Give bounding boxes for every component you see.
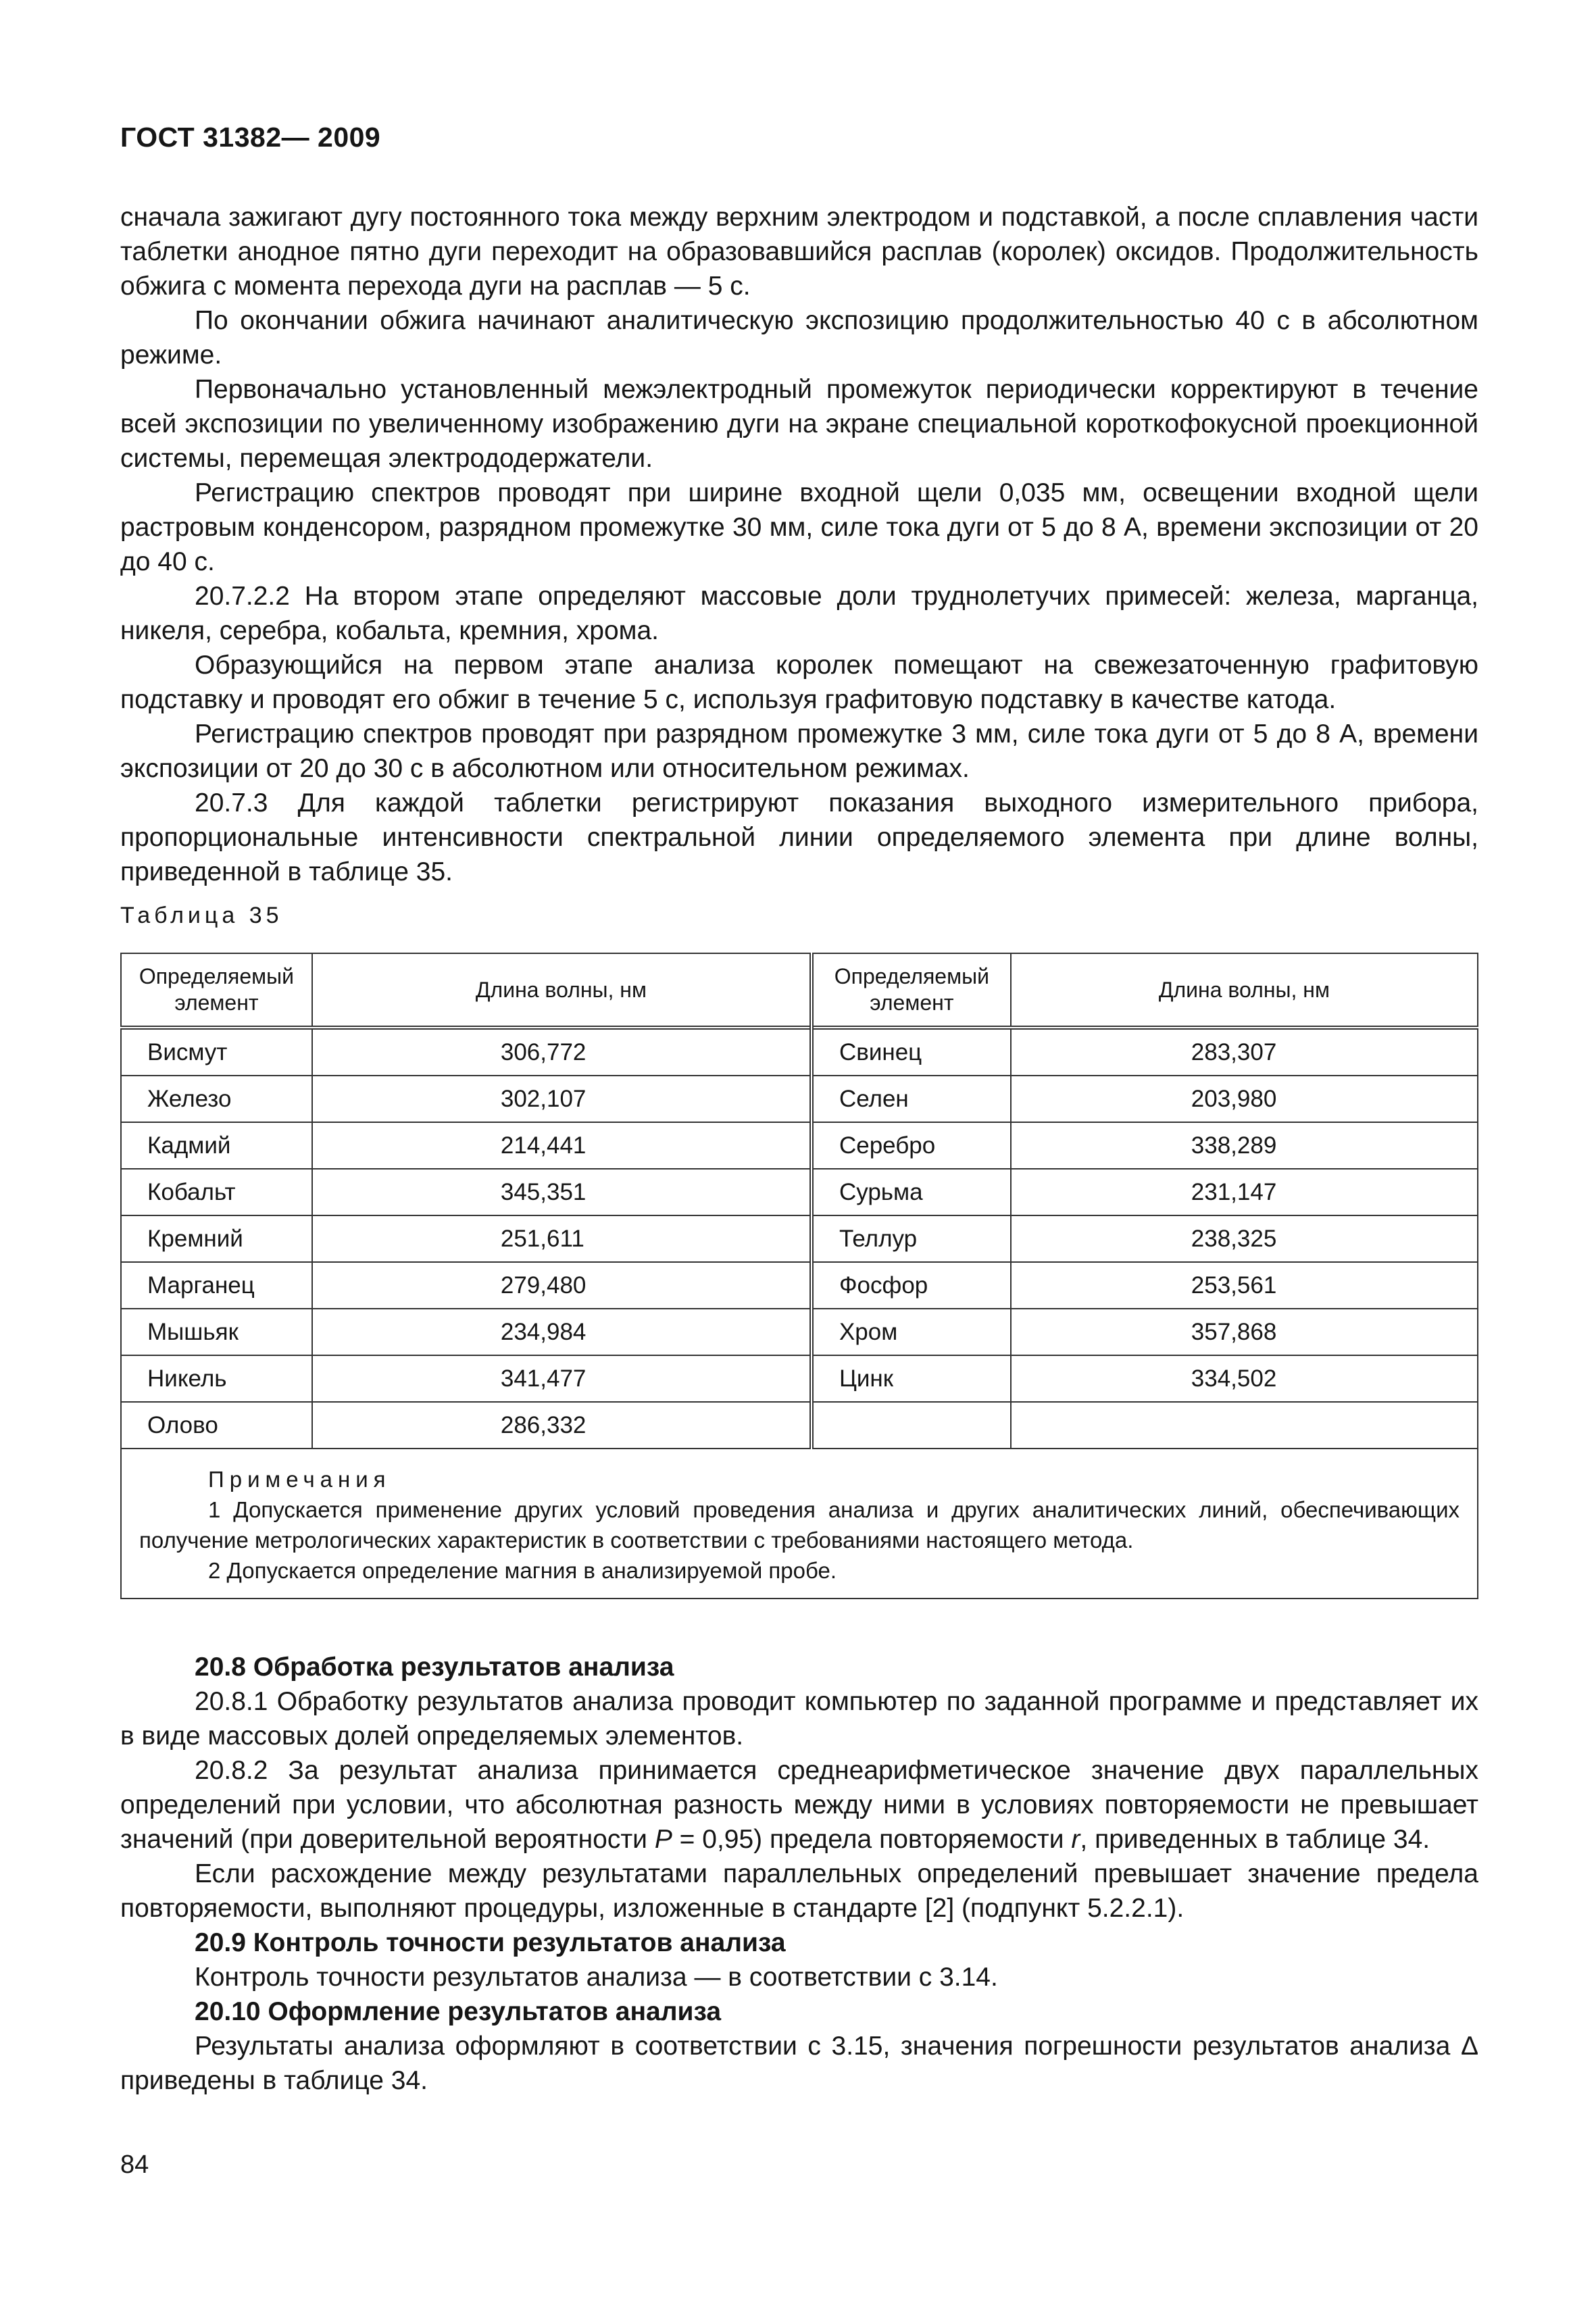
wavelength-cell: 283,307 [1011,1028,1478,1076]
element-cell: Кремний [121,1215,312,1262]
table-header-row [121,953,1478,1028]
wavelength-cell: 231,147 [1011,1169,1478,1215]
wavelength-cell: 338,289 [1011,1122,1478,1169]
element-cell: Сурьма [812,1169,1011,1215]
paragraph-20-8-3: Если расхождение между результатами параллельных определений превышает значение предела повторяемости, выполняют процедуры, изложенные в стандарте [2] (подпункт 5.2.2.1). [120,1859,1478,1923]
table-notes [121,1449,1478,1599]
element-cell: Хром [812,1309,1011,1355]
paragraph-2: По окончании обжига начинают аналитическую экспозицию продолжительностью 40 с в абсолютном режиме. [120,306,1478,370]
table-row [121,1076,1478,1122]
table-row [121,1215,1478,1262]
page-number: 84 [120,2150,149,2179]
element-cell: Никель [121,1355,312,1402]
wavelength-cell [1011,1402,1478,1449]
note-2: 2 Допускается определение магния в анализируемой пробе. [208,1558,837,1583]
table-caption-text: Таблица 35 [120,903,283,928]
document-header: ГОСТ 31382— 2009 [120,122,381,153]
table-row [121,1028,1478,1076]
element-cell: Олово [121,1402,312,1449]
table-notes-row [121,1449,1478,1599]
wavelength-cell: 279,480 [312,1262,812,1309]
sections-20-8-to-20-10 [120,1650,1478,2098]
table-row [121,1309,1478,1355]
table-row [121,1122,1478,1169]
table-row [121,1262,1478,1309]
element-cell: Кадмий [121,1122,312,1169]
element-cell: Селен [812,1076,1011,1122]
section-heading-20-8: 20.8 Обработка результатов анализа [195,1653,674,1682]
paragraph-6: Образующийся на первом этапе анализа королек помещают на свежезаточенную графитовую подставку и проводят его обжиг в течение 5 с, используя графитовую подставку в качестве катода. [120,651,1478,714]
table-caption [120,903,283,929]
wavelength-cell: 334,502 [1011,1355,1478,1402]
notes-title: Примечания [208,1467,391,1492]
paragraph-20-10: Результаты анализа оформляют в соответствии с 3.15, значения погрешности результатов анализа Δ приведены в таблице 34. [120,2032,1478,2095]
element-cell: Кобальт [121,1169,312,1215]
wavelength-cell: 251,611 [312,1215,812,1262]
wavelength-cell: 234,984 [312,1309,812,1355]
paragraph-7: Регистрацию спектров проводят при разрядном промежутке 3 мм, силе тока дуги от 5 до 8 А, времени экспозиции от 20 до 30 с в абсолютном или относительном режимах. [120,720,1478,783]
element-cell: Свинец [812,1028,1011,1076]
body-text [120,200,1478,889]
wavelength-cell: 341,477 [312,1355,812,1402]
paragraph-8: 20.7.3 Для каждой таблетки регистрируют показания выходного измерительного прибора, пропорциональные интенсивности спектральной линии определяемого элемента при длине волны, приведенной в таблице 35. [120,788,1478,886]
table-row [121,1355,1478,1402]
element-cell: Цинк [812,1355,1011,1402]
table-row [121,1402,1478,1449]
header-element-2: Определяемый элемент [812,953,1011,1028]
note-1: 1 Допускается применение других условий проведения анализа и других аналитических линий, обеспечивающих получение метрологических характеристик в соответствии с требованиями настоящего метода. [139,1497,1460,1553]
paragraph-20-9: Контроль точности результатов анализа — в соответствии с 3.14. [195,1963,998,1992]
paragraph-20-8-2: 20.8.2 За результат анализа принимается среднеарифметическое значение двух параллельных определений при условии, что абсолютная разность между ними в условиях повторяемости не превышает значений (при доверительной вероятности Р = 0,95) предела повторяемости r, приведенных в таблице 34. [120,1756,1478,1854]
header-wavelength-2: Длина волны, нм [1011,953,1478,1028]
element-cell [812,1402,1011,1449]
wavelength-cell: 253,561 [1011,1262,1478,1309]
paragraph-1: сначала зажигают дугу постоянного тока между верхним электродом и подставкой, а после сплавления части таблетки анодное пятно дуги переходит на образовавшийся расплав (королек) оксидов. Продолжительность обжига с момента перехода дуги на расплав — 5 с. [120,203,1478,301]
element-cell: Фосфор [812,1262,1011,1309]
paragraph-3: Первоначально установленный межэлектродный промежуток периодически корректируют в течение всей экспозиции по увеличенному изображению дуги на экране специальной короткофокусной проекционной системы, перемещая электрододержатели. [120,375,1478,473]
element-cell: Марганец [121,1262,312,1309]
header-element-1: Определяемый элемент [121,953,312,1028]
element-cell: Теллур [812,1215,1011,1262]
wavelength-cell: 238,325 [1011,1215,1478,1262]
wavelength-cell: 345,351 [312,1169,812,1215]
paragraph-4: Регистрацию спектров проводят при ширине входной щели 0,035 мм, освещении входной щели растровым конденсором, разрядном промежутке 30 мм, силе тока дуги от 5 до 8 А, времени экспозиции от 20 до 40 с. [120,478,1478,576]
section-heading-20-9: 20.9 Контроль точности результатов анализа [195,1928,786,1957]
wavelength-cell: 214,441 [312,1122,812,1169]
element-cell: Мышьяк [121,1309,312,1355]
wavelength-cell: 203,980 [1011,1076,1478,1122]
section-heading-20-10: 20.10 Оформление результатов анализа [195,1997,722,2026]
wavelength-cell: 306,772 [312,1028,812,1076]
element-cell: Железо [121,1076,312,1122]
wavelength-table [120,953,1478,1599]
wavelength-cell: 286,332 [312,1402,812,1449]
paragraph-5: 20.7.2.2 На втором этапе определяют массовые доли труднолетучих примесей: железа, марганца, никеля, серебра, кобальта, кремния, хрома. [120,582,1478,645]
element-cell: Висмут [121,1028,312,1076]
element-cell: Серебро [812,1122,1011,1169]
paragraph-20-8-1: 20.8.1 Обработку результатов анализа проводит компьютер по заданной программе и представляет их в виде массовых долей определяемых элементов. [120,1687,1478,1751]
table-row [121,1169,1478,1215]
wavelength-cell: 357,868 [1011,1309,1478,1355]
header-wavelength-1: Длина волны, нм [312,953,812,1028]
wavelength-cell: 302,107 [312,1076,812,1122]
